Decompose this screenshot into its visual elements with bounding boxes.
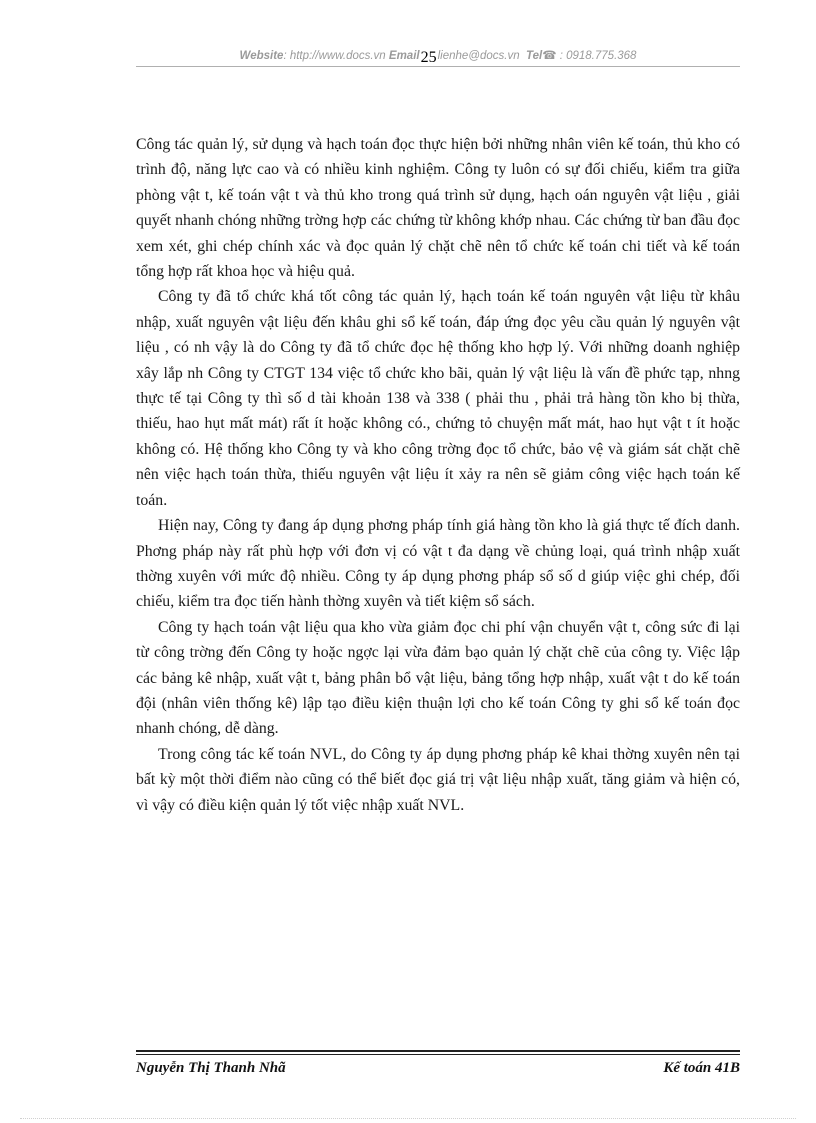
email-address[interactable]: lienhe@docs.vn: [437, 50, 520, 62]
footer-divider-thin: [136, 1054, 740, 1055]
footer-divider-thick: [136, 1050, 740, 1052]
page-bottom-border: [20, 1118, 796, 1119]
tel-number: ☎ : 0918.775.368: [542, 50, 637, 62]
paragraph-1: Công tác quản lý, sử dụng và hạch toán đọc thực hiện bởi những nhân viên kế toán, thủ kho có trình độ, năng lực cao và có nhiều kinh nghiệm. Công ty luôn có sự đối chiếu, kiểm tra giữa phòng vật t, kế toán vật t và thủ kho trong quá trình sử dụng, hạch oán nguyên vật liệu , giải quyết nhanh chóng những trờng hợp các chứng từ không khớp nhau. Các chứng từ ban đầu đọc xem xét, ghi chép chính xác và đọc quản lý chặt chẽ nên tổ chức kế toán chi tiết và kế toán tổng hợp rất khoa học và hiệu quả.: [136, 136, 740, 281]
page-header: [136, 46, 740, 66]
paragraph-5: Trong công tác kế toán NVL, do Công ty áp dụng phơng pháp kê khai thờng xuyên nên tại bất kỳ một thời điểm nào cũng có thể biết đọc giá trị vật liệu nhập xuất, tăng giảm và hiện có, vì vậy có điều kiện quản lý tốt việc nhập xuất NVL.: [136, 745, 740, 814]
tel-label: Tel: [525, 50, 543, 62]
document-body: [136, 132, 740, 818]
paragraph-3: Hiện nay, Công ty đang áp dụng phơng pháp tính giá hàng tồn kho là giá thực tế đích danh. Phơng pháp này rất phù hợp với đơn vị có vật t đa dạng về chủng loại, quá trình nhập xuất thờng xuyên với mức độ nhiều. Công ty áp dụng phơng pháp sổ số d giúp việc ghi chép, đối chiếu, kiểm tra đọc tiến hành thờng xuyên và tiết kiệm sổ sách.: [136, 517, 740, 611]
paragraph-2: Công ty đã tổ chức khá tốt công tác quản lý, hạch toán kế toán nguyên vật liệu từ khâu nhập, xuất nguyên vật liệu đến khâu ghi sổ kế toán, đáp ứng đọc yêu cầu quản lý nguyên vật liệu , có nh vậy là do Công ty đã tổ chức đọc hệ thống kho hợp lý. Với những doanh nghiệp xây lắp nh Công ty CTGT 134 việc tổ chức kho bãi, quản lý vật liệu là vấn đề phức tạp, nhng thực tế tại Công ty thì số d tài khoản 138 và 338 ( phải thu , phải trả hàng tồn kho bị thừa, thiếu, hao hụt mất mát) rất ít hoặc không có., chứng tỏ chuyện mất mát, hao hụt vật t ít hoặc không có. Hệ thống kho Công ty và kho công trờng đọc tổ chức, bảo vệ và giám sát chặt chẽ nên việc hạch toán thừa, thiếu nguyên vật liệu ít xảy ra nên sẽ giảm công việc hạch toán kế toán.: [136, 288, 740, 509]
website-label: Website: [239, 50, 284, 62]
page-footer: [136, 1060, 740, 1077]
footer-author: Nguyễn Thị Thanh Nhã: [136, 1060, 286, 1076]
website-url[interactable]: : http://www.docs.vn: [283, 50, 386, 62]
footer-class: Kế toán 41B: [663, 1060, 740, 1076]
header-divider: [136, 66, 740, 67]
page-number: 25: [420, 49, 437, 66]
email-label: Email: [388, 50, 420, 62]
paragraph-4: Công ty hạch toán vật liệu qua kho vừa giảm đọc chi phí vận chuyển vật t, công sức đi lại từ công trờng đến Công ty hoặc ngợc lại vừa đảm bạo quản lý chặt chẽ của công ty. Việc lập các bảng kê nhập, xuất vật t, bảng phân bổ vật liệu, bảng tổng hợp nhập, xuất vật t do kế toán đội (nhân viên thống kê) lập tạo điều kiện thuận lợi cho kế toán Công ty ghi sổ kế toán đọc nhanh chóng, dễ dàng.: [136, 618, 740, 738]
